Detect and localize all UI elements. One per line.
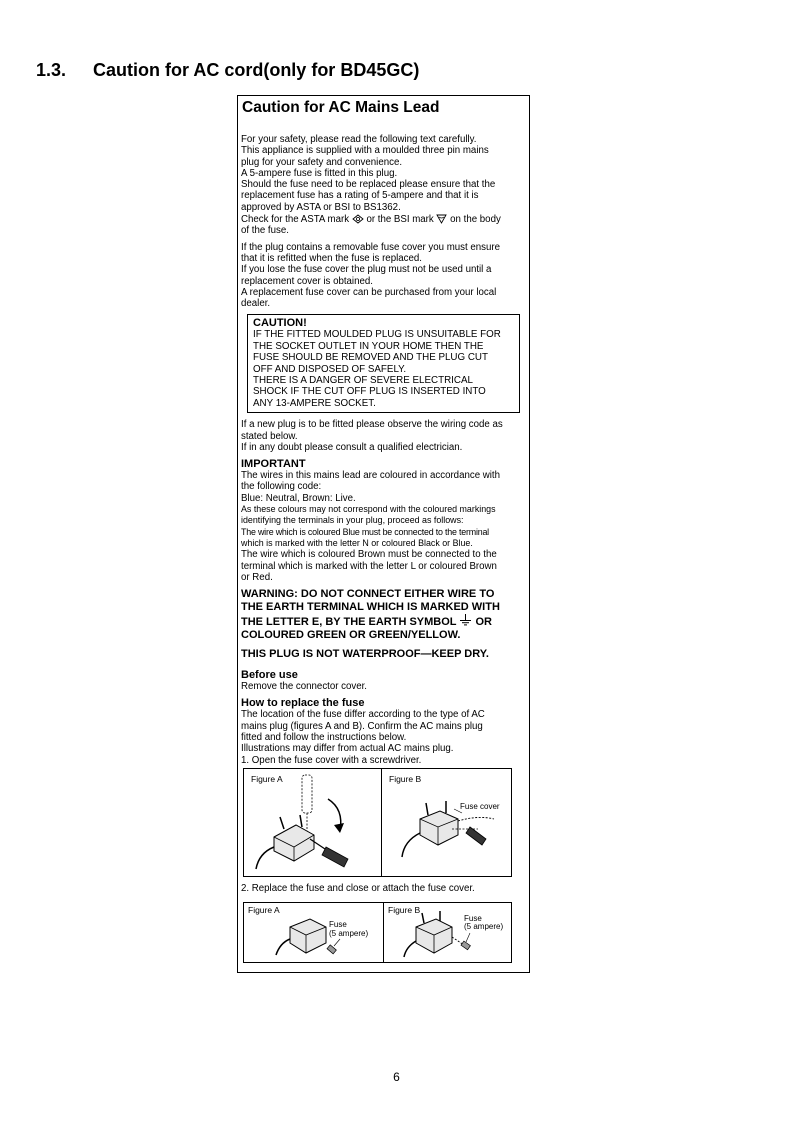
newplug-line: stated below.	[241, 430, 298, 442]
check-text-c: on the body	[450, 214, 501, 226]
warning-line-text: THE LETTER E, BY THE EARTH SYMBOL	[241, 616, 457, 629]
check-text-d: of the fuse.	[241, 225, 289, 237]
check-text-a: Check for the ASTA mark	[241, 214, 350, 226]
wire-line: the following code:	[241, 481, 322, 493]
figure-a-replace	[244, 903, 384, 962]
warning-line-text: OR	[475, 616, 492, 629]
fuse-callout: Fuse	[464, 914, 482, 924]
cover-line: If you lose the fuse cover the plug must not be used until a	[241, 264, 492, 276]
caution-line: OFF AND DISPOSED OF SAFELY.	[253, 363, 407, 375]
before-use-line: Remove the connector cover.	[241, 681, 368, 693]
earth-symbol-icon	[459, 614, 472, 626]
newplug-line: If in any doubt please consult a qualified electrician.	[241, 441, 463, 453]
brown-line: The wire which is coloured Brown must be connected to the	[241, 549, 497, 561]
section-title: Caution for AC cord(only for BD45GC)	[93, 60, 420, 80]
step-2-line: 2. Replace the fuse and close or attach the fuse cover.	[241, 882, 475, 894]
fuse-rating-callout: (5 ampere)	[464, 922, 504, 932]
intro-line: plug for your safety and convenience.	[241, 156, 403, 168]
check-text-b: or the BSI mark	[366, 214, 434, 226]
terminal-line: identifying the terminals in your plug, proceed as follows:	[241, 515, 464, 526]
intro-paragraph	[241, 134, 526, 237]
replace-line: Illustrations may differ from actual AC mains plug.	[241, 743, 454, 755]
figure-label: Figure B	[389, 773, 422, 784]
section-number: 1.3.	[36, 60, 67, 80]
brown-line: or Red.	[241, 571, 273, 583]
section-heading	[36, 60, 419, 81]
step-2-text	[241, 883, 526, 894]
fuse-rating-callout: (5 ampere)	[329, 929, 369, 939]
page-number: 6	[393, 1070, 400, 1084]
caution-line: THE SOCKET OUTLET IN YOUR HOME THEN THE	[253, 340, 484, 352]
figure-row-replace-fuse	[243, 902, 512, 963]
asta-mark-icon	[352, 214, 364, 224]
intro-line: approved by ASTA or BSI to BS1362.	[241, 201, 401, 213]
caution-line: IF THE FITTED MOULDED PLUG IS UNSUITABLE FOR	[253, 329, 501, 341]
terminal-paragraph	[241, 504, 526, 549]
cover-line: replacement cover is obtained.	[241, 275, 373, 287]
newplug-line: If a new plug is to be fitted please observe the wiring code as	[241, 419, 503, 431]
caution-line: FUSE SHOULD BE REMOVED AND THE PLUG CUT	[253, 352, 488, 364]
warning-line: COLOURED GREEN OR GREEN/YELLOW.	[241, 629, 461, 642]
bsi-mark-icon	[436, 213, 447, 224]
intro-line: A 5-ampere fuse is fitted in this plug.	[241, 167, 398, 179]
brown-wire-paragraph	[241, 549, 526, 583]
brown-line: terminal which is marked with the letter L or coloured Brown	[241, 560, 497, 572]
caution-line: THERE IS A DANGER OF SEVERE ELECTRICAL	[253, 375, 473, 387]
cover-line: If the plug contains a removable fuse cover you must ensure	[241, 241, 501, 253]
terminal-line: As these colours may not correspond with the coloured markings	[241, 504, 496, 515]
replace-fuse-heading: How to replace the fuse	[241, 697, 365, 710]
panel-title: Caution for AC Mains Lead	[242, 99, 440, 116]
wire-line: The wires in this mains lead are coloured in accordance with	[241, 470, 500, 482]
figure-label: Figure A	[251, 773, 283, 784]
cover-line: A replacement fuse cover can be purchased from your local	[241, 286, 497, 298]
screwdriver-plug-b-illustration	[382, 769, 518, 876]
new-plug-paragraph	[241, 419, 526, 453]
replace-fuse-paragraph	[241, 709, 526, 765]
caution-title: CAUTION!	[253, 317, 307, 330]
warning-line: WARNING: DO NOT CONNECT EITHER WIRE TO	[241, 588, 495, 601]
warning-line: THE EARTH TERMINAL WHICH IS MARKED WITH	[241, 601, 500, 614]
important-heading: IMPORTANT	[241, 458, 306, 471]
replace-line: mains plug (figures A and B). Confirm the AC mains plug	[241, 720, 483, 732]
screwdriver-plug-a-illustration	[244, 769, 381, 876]
fuse-cover-callout: Fuse cover	[460, 801, 500, 811]
intro-line: replacement fuse has a rating of 5-ampere and that it is	[241, 190, 479, 202]
warning-line	[241, 614, 526, 629]
intro-line: For your safety, please read the following text carefully.	[241, 134, 477, 145]
caution-line: SHOCK IF THE CUT OFF PLUG IS INSERTED INTO	[253, 386, 486, 398]
wire-code-paragraph	[241, 470, 526, 504]
figure-row-open-cover	[243, 768, 512, 877]
step-1-text: 1. Open the fuse cover with a screwdriver.	[241, 754, 422, 766]
caution-line: ANY 13-AMPERE SOCKET.	[253, 397, 376, 409]
wire-line: Blue: Neutral, Brown: Live.	[241, 492, 356, 504]
figure-b-open	[382, 769, 518, 876]
figure-b-replace	[384, 903, 516, 962]
cover-line: dealer.	[241, 298, 271, 310]
fuse-cover-paragraph	[241, 242, 526, 310]
fuse-callout: Fuse	[329, 920, 347, 930]
check-mark-line	[241, 213, 526, 225]
intro-line: This appliance is supplied with a moulded three pin mains	[241, 145, 489, 157]
warning-block	[241, 588, 526, 642]
replace-line: fitted and follow the instructions below.	[241, 732, 407, 744]
before-use-heading: Before use	[241, 669, 298, 682]
caution-panel	[237, 95, 530, 973]
figure-label: Figure A	[248, 905, 280, 916]
figure-a-open	[244, 769, 382, 876]
figure-label: Figure B	[388, 905, 421, 916]
intro-line: Should the fuse need to be replaced please ensure that the	[241, 179, 496, 191]
cover-line: that it is refitted when the fuse is replaced.	[241, 252, 422, 264]
replace-line: The location of the fuse differ according to the type of AC	[241, 709, 485, 721]
keep-dry-warning: THIS PLUG IS NOT WATERPROOF—KEEP DRY.	[241, 648, 489, 661]
terminal-line: The wire which is coloured Blue must be connected to the terminal	[241, 526, 489, 537]
before-use-text	[241, 681, 526, 692]
terminal-line: which is marked with the letter N or coloured Black or Blue.	[241, 537, 473, 548]
caution-text	[253, 329, 516, 409]
caution-box	[247, 314, 520, 413]
